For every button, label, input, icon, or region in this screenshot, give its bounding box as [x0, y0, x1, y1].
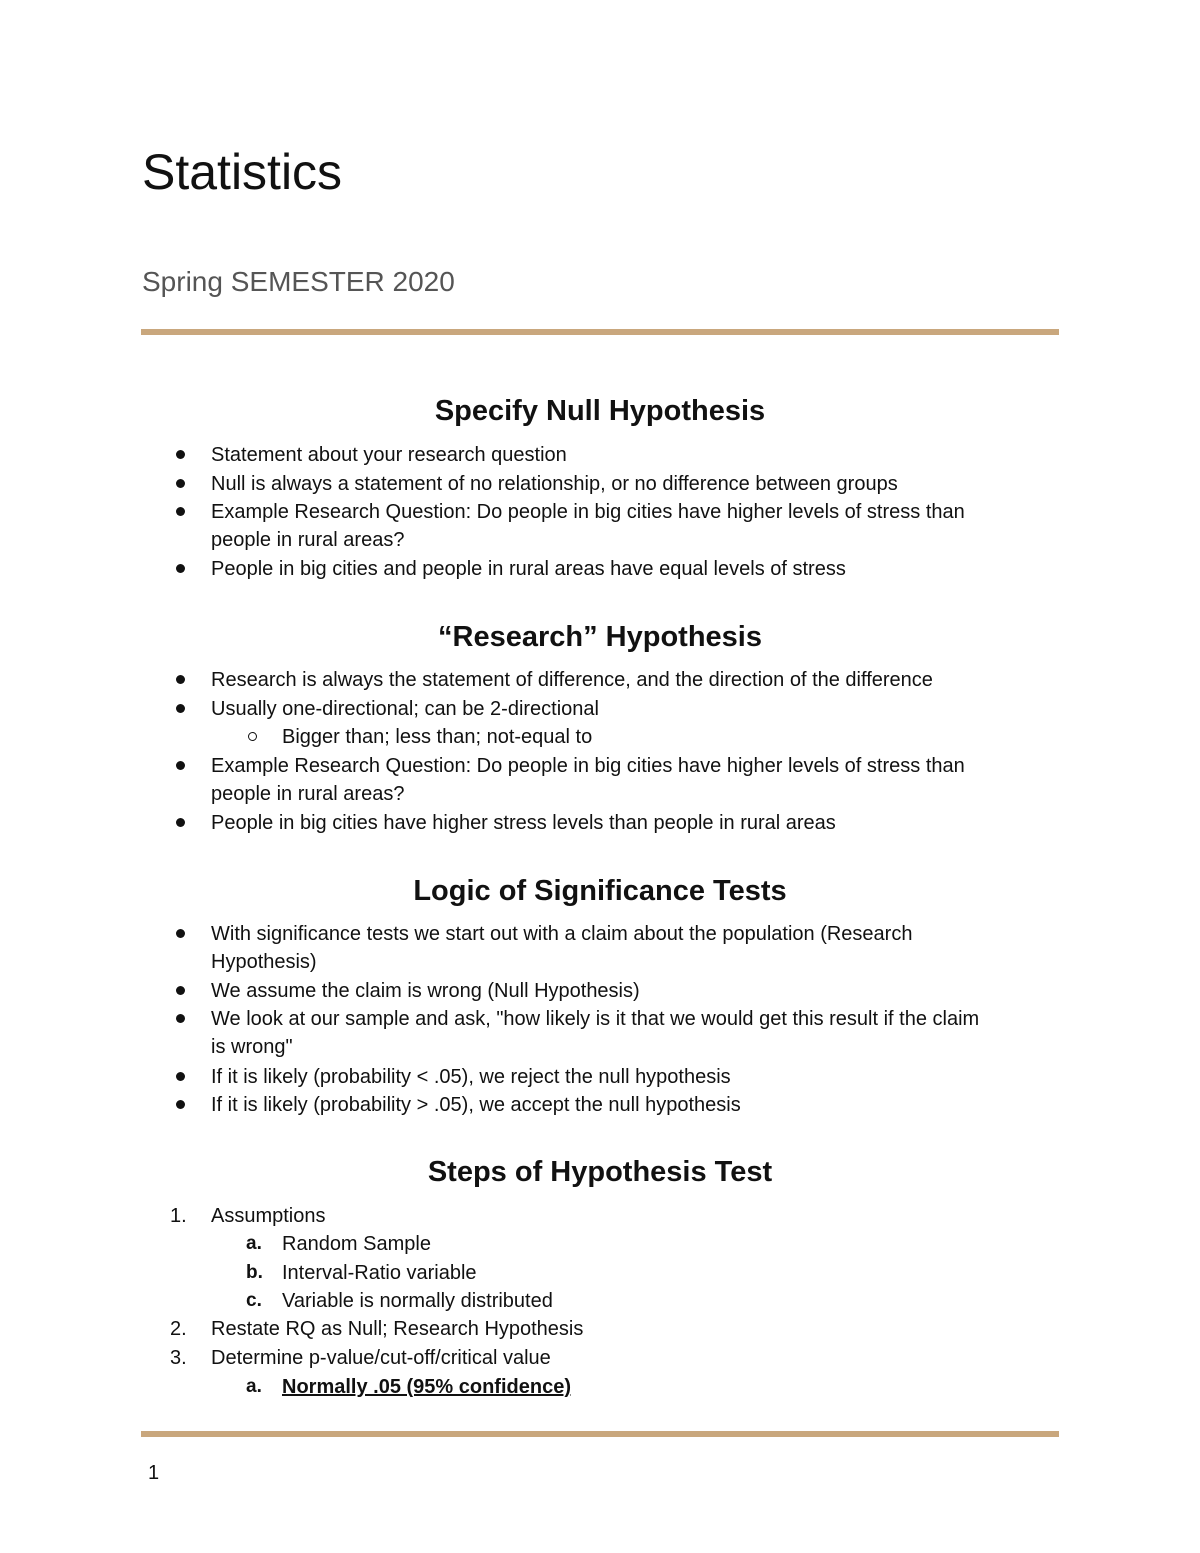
page-number: 1	[148, 1462, 160, 1484]
bullet-item: Usually one-directional; can be 2-directional	[211, 698, 599, 720]
bullet-icon	[176, 986, 185, 995]
step-item: Restate RQ as Null; Research Hypothesis	[211, 1318, 584, 1340]
bullet-item: With significance tests we start out with a claim about the population (Research	[211, 923, 913, 945]
bullet-icon	[176, 929, 185, 938]
bullet-icon	[176, 564, 185, 573]
bullet-icon	[176, 761, 185, 770]
bottom-divider	[141, 1431, 1059, 1437]
bullet-item: If it is likely (probability < .05), we reject the null hypothesis	[211, 1066, 731, 1088]
bullet-icon	[176, 450, 185, 459]
bullet-item: People in big cities and people in rural areas have equal levels of stress	[211, 558, 846, 580]
step-item: Determine p-value/cut-off/critical value	[211, 1347, 551, 1369]
bullet-item: Example Research Question: Do people in big cities have higher levels of stress than	[211, 501, 965, 523]
bullet-icon	[176, 704, 185, 713]
sub-step-item: Variable is normally distributed	[282, 1290, 553, 1312]
bullet-item-continuation: is wrong"	[211, 1036, 293, 1058]
bullet-item: Null is always a statement of no relationship, or no difference between groups	[211, 473, 898, 495]
document-subtitle: Spring SEMESTER 2020	[142, 266, 455, 297]
sub-step-letter: c.	[246, 1290, 262, 1311]
bullet-item: We assume the claim is wrong (Null Hypothesis)	[211, 980, 640, 1002]
sub-step-item-emphasized: Normally .05 (95% confidence)	[282, 1376, 571, 1398]
sub-step-letter: a.	[246, 1233, 262, 1254]
document-title: Statistics	[142, 144, 343, 200]
section-heading-null-hypothesis: Specify Null Hypothesis	[434, 395, 766, 427]
section-heading-logic-significance: Logic of Significance Tests	[413, 875, 787, 907]
bullet-item-continuation: people in rural areas?	[211, 529, 405, 551]
step-number: 2.	[170, 1318, 187, 1340]
bullet-item: Research is always the statement of difference, and the direction of the difference	[211, 669, 933, 691]
bullet-item: If it is likely (probability > .05), we accept the null hypothesis	[211, 1094, 741, 1116]
bullet-item: People in big cities have higher stress levels than people in rural areas	[211, 812, 836, 834]
step-number: 3.	[170, 1347, 187, 1369]
bullet-icon	[176, 675, 185, 684]
section-heading-steps: Steps of Hypothesis Test	[427, 1156, 773, 1188]
sub-bullet-item: Bigger than; less than; not-equal to	[282, 726, 593, 748]
bullet-icon	[176, 1072, 185, 1081]
bullet-item-continuation: Hypothesis)	[211, 951, 317, 973]
step-number: 1.	[170, 1205, 187, 1227]
bullet-item: We look at our sample and ask, "how likely is it that we would get this result if the claim	[211, 1008, 980, 1030]
sub-step-item: Random Sample	[282, 1233, 431, 1255]
sub-step-letter: a.	[246, 1376, 262, 1397]
bullet-item-continuation: people in rural areas?	[211, 783, 405, 805]
top-divider	[141, 329, 1059, 335]
section-heading-research-hypothesis: “Research” Hypothesis	[438, 621, 762, 653]
bullet-icon	[176, 1100, 185, 1109]
bullet-item: Example Research Question: Do people in big cities have higher levels of stress than	[211, 755, 965, 777]
bullet-icon	[176, 479, 185, 488]
bullet-icon	[176, 507, 185, 516]
bullet-item: Statement about your research question	[211, 444, 567, 466]
step-item: Assumptions	[211, 1205, 326, 1227]
bullet-icon	[176, 818, 185, 827]
bullet-icon	[176, 1014, 185, 1023]
sub-step-item: Interval-Ratio variable	[282, 1262, 477, 1284]
sub-bullet-circle-icon	[248, 732, 257, 741]
sub-step-letter: b.	[246, 1262, 263, 1283]
